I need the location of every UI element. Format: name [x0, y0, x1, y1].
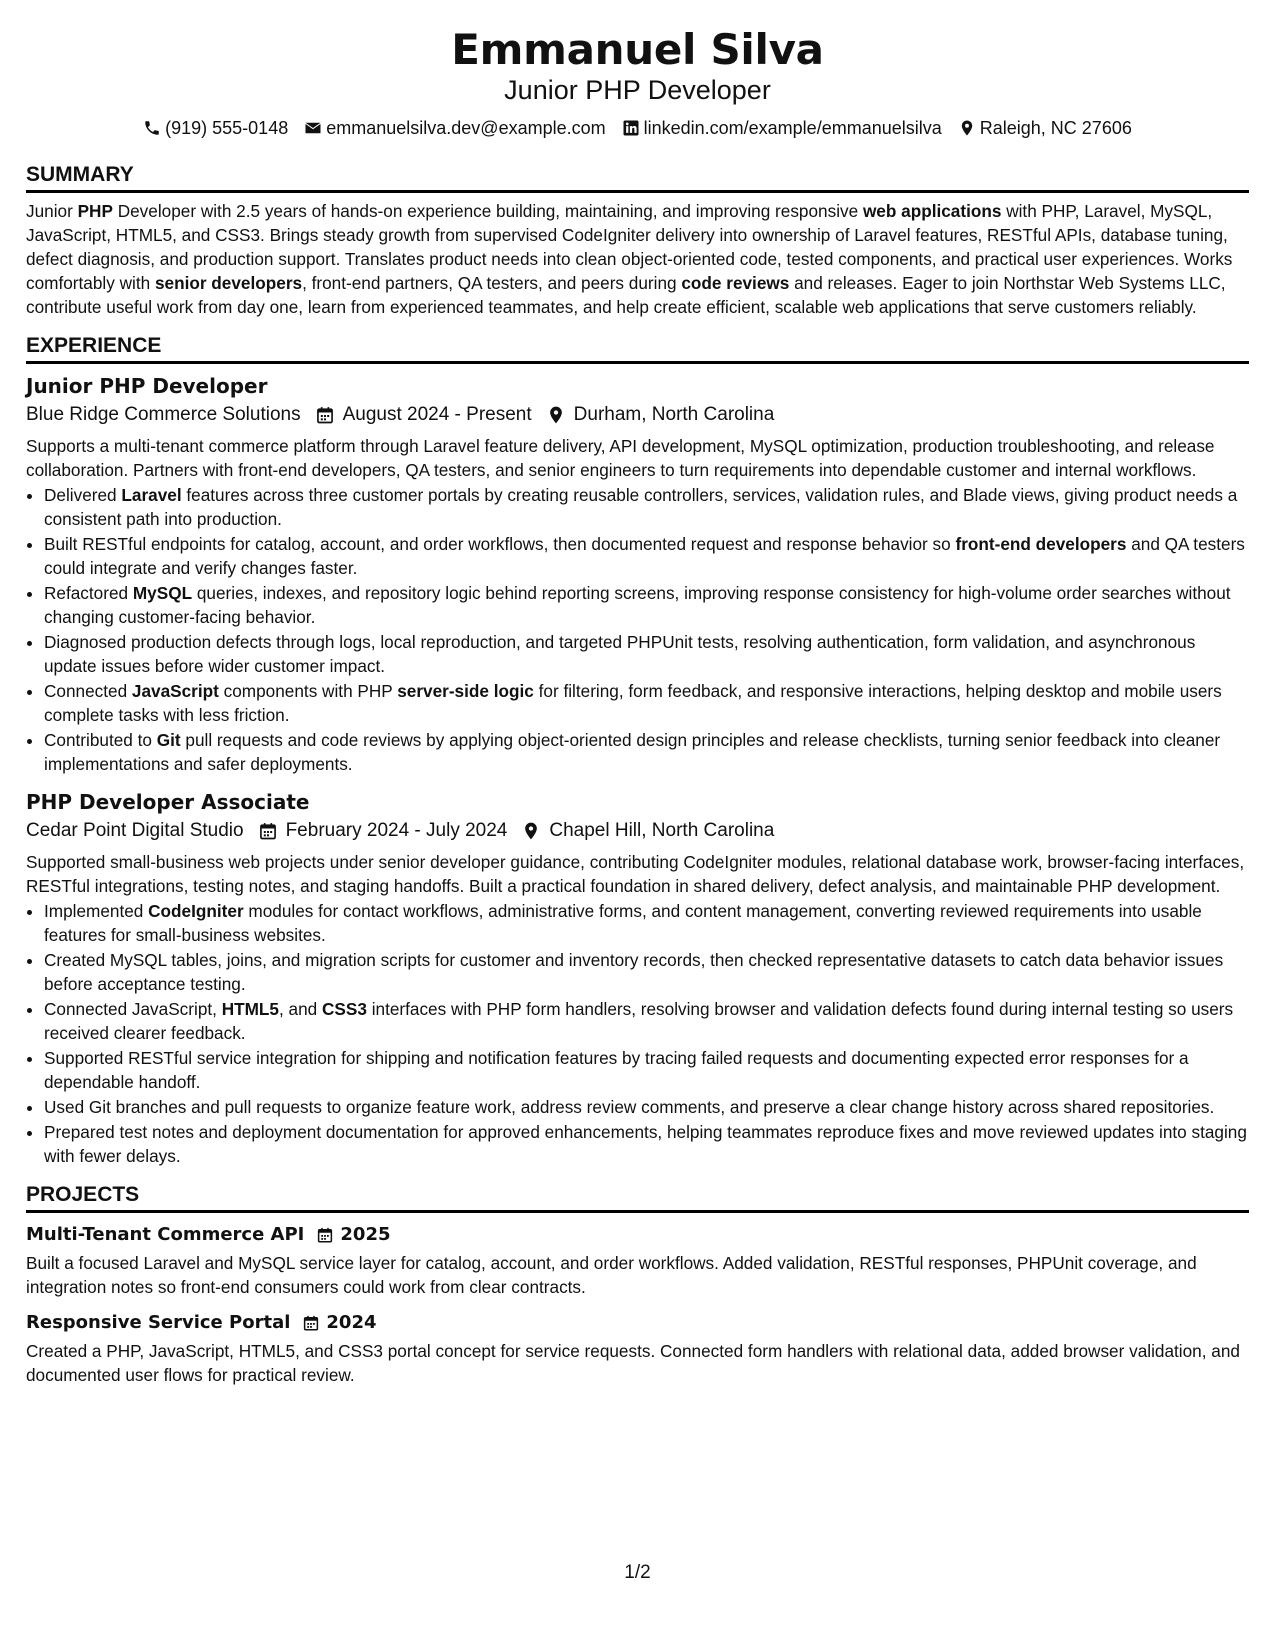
project-entry [26, 1223, 1249, 1299]
project-title: Multi-Tenant Commerce API [26, 1224, 305, 1245]
bold-keyword: code reviews [681, 273, 790, 293]
job-description: Supported small-business web projects under senior developer guidance, contributing CodeIgniter modules, relational database work, browser-facing interfaces, RESTful integrations, testing notes, and staging handoffs. Built a practical foundation in shared delivery, defect analysis, and maintainable PHP development. [26, 852, 1245, 896]
project-year: 2025 [340, 1224, 391, 1245]
candidate-name: Emmanuel Silva [451, 25, 824, 74]
text-run: features across three customer portals by creating reusable controllers, services, validation rules, and Blade views, giving product needs a consistent path into production. [44, 485, 1238, 529]
text-run: interfaces with PHP form handlers, resolving browser and validation defects found during internal testing so users received clearer feedback. [44, 999, 1234, 1043]
text-run: Contributed to [44, 730, 157, 750]
job-bullet [44, 483, 1249, 531]
bold-keyword: MySQL [132, 583, 193, 603]
contact-bar [26, 116, 1249, 140]
text-run: components with PHP [218, 681, 398, 701]
text-run: , front-end partners, QA testers, and peers during [302, 273, 682, 293]
job-bullet [44, 728, 1249, 776]
bold-keyword: Git [156, 730, 181, 750]
text-run: Used Git branches and pull requests to organize feature work, address review comments, and preserve a clear change history across shared repositories. [44, 1097, 1215, 1117]
job-title: Junior PHP Developer [26, 374, 268, 398]
project-entry [26, 1311, 1249, 1387]
project-header [26, 1311, 1249, 1335]
bold-keyword: front-end developers [955, 534, 1127, 554]
map-pin-icon [521, 821, 541, 841]
phone-number[interactable]: (919) 555-0148 [165, 118, 289, 138]
experience-section [26, 333, 1249, 1168]
projects-heading: PROJECTS [26, 1182, 1249, 1213]
summary-section [26, 162, 1249, 319]
job-meta [26, 400, 1249, 430]
calendar-icon [258, 821, 278, 841]
job-entry [26, 372, 1249, 776]
phone-icon [143, 119, 161, 137]
text-run: modules for contact workflows, administrative forms, and content management, converting reviewed requirements into usable features for small-business websites. [44, 901, 1202, 945]
job-meta [26, 816, 1249, 846]
text-run: pull requests and code reviews by applying object-oriented design principles and release checklists, turning senior feedback into cleaner implementations and safer deployments. [44, 730, 1221, 774]
bold-keyword: server-side logic [397, 681, 534, 701]
linkedin-link[interactable]: linkedin.com/example/emmanuelsilva [643, 118, 942, 138]
text-run: Built RESTful endpoints for catalog, account, and order workflows, then documented request and response behavior so [44, 534, 956, 554]
text-run: Junior [26, 201, 78, 221]
page-number: 1/2 [624, 1562, 651, 1583]
resume-page [26, 26, 1249, 1387]
bold-keyword: web applications [862, 201, 1002, 221]
bold-keyword: JavaScript [131, 681, 219, 701]
job-bullets [26, 899, 1249, 1168]
job-description: Supports a multi-tenant commerce platform through Laravel feature delivery, API development, MySQL optimization, production troubleshooting, and release collaboration. Partners with front-end developers, QA testers, and senior engineers to turn requirements into dependable customer and internal workflows. [26, 436, 1215, 480]
job-bullet [44, 1120, 1249, 1168]
project-header [26, 1223, 1249, 1247]
company-name: Blue Ridge Commerce Solutions [26, 404, 301, 425]
calendar-icon [302, 1314, 320, 1332]
map-pin-icon [958, 119, 976, 137]
calendar-icon [315, 405, 335, 425]
linkedin-icon [622, 119, 640, 137]
job-location: Durham, North Carolina [573, 404, 775, 425]
text-run: , and [279, 999, 323, 1019]
text-run: and releases. Eager to join Northstar Web Systems LLC, contribute useful work from day one, learn from experienced teammates, and help create efficient, scalable web applications that serve customers reliably. [26, 273, 1226, 317]
contact-email [304, 116, 605, 140]
company-name: Cedar Point Digital Studio [26, 820, 244, 841]
project-description: Built a focused Laravel and MySQL service layer for catalog, account, and order workflows. Added validation, RESTful responses, PHPUnit coverage, and integration notes so front-end consumers could work from clear contracts. [26, 1253, 1197, 1297]
job-bullet [44, 997, 1249, 1045]
email-link[interactable]: emmanuelsilva.dev@example.com [326, 118, 606, 138]
text-run: Developer with 2.5 years of hands-on experience building, maintaining, and improving responsive [112, 201, 863, 221]
text-run: with PHP, Laravel, MySQL, JavaScript, HTML5, and CSS3. Brings steady growth from supervised CodeIgniter delivery into ownership of Laravel features, RESTful APIs, database tuning, defect diagnosis, and production support. Translates product needs into clean object-oriented code, tested components, and practical user experiences. Works comfortably with [26, 201, 1233, 293]
job-bullet [44, 532, 1249, 580]
job-bullets [26, 483, 1249, 776]
summary-heading: SUMMARY [26, 162, 1249, 193]
job-bullet [44, 948, 1249, 996]
text-run: for filtering, form feedback, and responsive interactions, helping desktop and mobile users complete tasks with less friction. [44, 681, 1222, 725]
job-bullet [44, 581, 1249, 629]
job-location: Chapel Hill, North Carolina [549, 820, 775, 841]
text-run: Prepared test notes and deployment documentation for approved enhancements, helping teammates reproduce fixes and move reviewed updates into staging with fewer delays. [44, 1122, 1247, 1166]
location-text: Raleigh, NC 27606 [979, 118, 1132, 138]
job-bullet [44, 630, 1249, 678]
bold-keyword: HTML5 [221, 999, 279, 1019]
job-title: PHP Developer Associate [26, 790, 310, 814]
contact-phone [143, 116, 288, 140]
bold-keyword: senior developers [154, 273, 303, 293]
bold-keyword: CodeIgniter [148, 901, 244, 921]
experience-heading: EXPERIENCE [26, 333, 1249, 364]
map-pin-icon [546, 405, 566, 425]
job-bullet [44, 899, 1249, 947]
job-dates: August 2024 - Present [342, 404, 532, 425]
projects-section [26, 1182, 1249, 1387]
contact-linkedin [622, 116, 942, 140]
bold-keyword: PHP [77, 201, 113, 221]
job-entry [26, 788, 1249, 1168]
text-run: Created MySQL tables, joins, and migration scripts for customer and inventory records, then checked representative datasets to catch data behavior issues before acceptance testing. [44, 950, 1224, 994]
text-run: Implemented [44, 901, 149, 921]
job-bullet [44, 1095, 1249, 1119]
job-bullet [44, 1046, 1249, 1094]
text-run: Supported RESTful service integration for shipping and notification features by tracing failed requests and documenting expected error responses for a dependable handoff. [44, 1048, 1189, 1092]
project-description: Created a PHP, JavaScript, HTML5, and CSS3 portal concept for service requests. Connected form handlers with relational data, added browser validation, and documented user flows for practical review. [26, 1341, 1240, 1385]
candidate-title: Junior PHP Developer [504, 75, 771, 105]
project-title: Responsive Service Portal [26, 1312, 291, 1333]
text-run: Connected [44, 681, 132, 701]
text-run: Refactored [44, 583, 133, 603]
job-dates: February 2024 - July 2024 [285, 820, 508, 841]
project-year: 2024 [326, 1312, 377, 1333]
text-run: Connected JavaScript, [44, 999, 222, 1019]
bold-keyword: CSS3 [322, 999, 367, 1019]
text-run: and QA testers could integrate and verify changes faster. [44, 534, 1245, 578]
bold-keyword: Laravel [121, 485, 182, 505]
text-run: Delivered [44, 485, 122, 505]
summary-text [26, 199, 1249, 319]
contact-location [958, 116, 1132, 140]
job-bullet [44, 679, 1249, 727]
envelope-icon [304, 119, 322, 137]
text-run: Diagnosed production defects through logs, local reproduction, and targeted PHPUnit tests, resolving authentication, form validation, and asynchronous update issues before wider customer impact. [44, 632, 1196, 676]
text-run: queries, indexes, and repository logic behind reporting screens, improving response consistency for high-volume order searches without changing customer-facing behavior. [44, 583, 1231, 627]
calendar-icon [316, 1226, 334, 1244]
